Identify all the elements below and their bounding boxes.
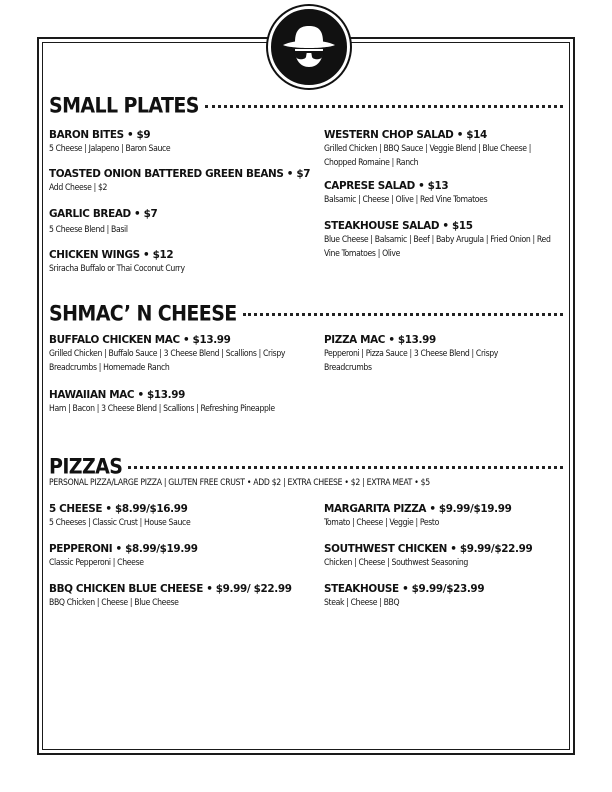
item-name: BARON BITES • $9 [49, 129, 151, 141]
item-name: WESTERN CHOP SALAD • $14 [324, 129, 487, 141]
dotted-leader [128, 466, 563, 469]
item-name: STEAKHOUSE SALAD • $15 [324, 220, 473, 232]
menu-item [49, 208, 289, 238]
item-name: MARGARITA PIZZA • $9.99/$19.99 [324, 503, 512, 515]
item-desc: Chicken | Cheese | Southwest Seasoning [324, 558, 468, 568]
item-name: TOASTED ONION BATTERED GREEN BEANS • $7 [49, 168, 311, 180]
item-desc: Add Cheese | $2 [49, 183, 108, 193]
section-heading-mac-and-cheese [49, 301, 563, 327]
item-desc: 5 Cheese | Jalapeno | Baron Sauce [49, 144, 171, 154]
item-desc: Ham | Bacon | 3 Cheese Blend | Scallions | Refreshing Pineapple [49, 404, 275, 414]
item-name: GARLIC BREAD • $7 [49, 208, 158, 220]
menu-item [324, 583, 560, 611]
menu-item [324, 334, 524, 375]
menu-item [324, 503, 560, 531]
item-desc: Balsamic | Cheese | Olive | Red Vine Tomatoes [324, 195, 488, 205]
item-name: BUFFALO CHICKEN MAC • $13.99 [49, 334, 231, 346]
menu-item [324, 220, 560, 261]
item-name: STEAKHOUSE • $9.99/$23.99 [324, 583, 485, 595]
item-desc: 5 Cheeses | Classic Crust | House Sauce [49, 518, 191, 528]
item-desc: Grilled Chicken | BBQ Sauce | Veggie Blend | Blue Cheese | Chopped Romaine | Ranch [324, 144, 532, 168]
menu-item [49, 389, 289, 417]
item-desc: Sriracha Buffalo or Thai Coconut Curry [49, 264, 185, 274]
item-desc: Grilled Chicken | Buffalo Sauce | 3 Cheese Blend | Scallions | Crispy Breadcrumbs | Homemade Ranch [49, 349, 286, 373]
menu-item [49, 129, 289, 157]
dotted-leader [243, 313, 563, 316]
item-name: CHICKEN WINGS • $12 [49, 249, 174, 261]
menu-item [324, 543, 560, 571]
item-desc: Blue Cheese | Balsamic | Beef | Baby Arugula | Fried Onion | Red Vine Tomatoes | Olive [324, 235, 551, 259]
section-title: PIZZAS [49, 454, 123, 480]
menu-item [49, 543, 289, 571]
item-name: CAPRESE SALAD • $13 [324, 180, 449, 192]
section-title: SMALL PLATES [49, 93, 199, 119]
item-name: BBQ CHICKEN BLUE CHEESE • $9.99/ $22.99 [49, 583, 292, 595]
section-title: SHMAC’ N CHEESE [49, 301, 237, 327]
menu-item [49, 249, 289, 277]
item-name: HAWAIIAN MAC • $13.99 [49, 389, 186, 401]
item-name: SOUTHWEST CHICKEN • $9.99/$22.99 [324, 543, 533, 555]
item-name: PEPPERONI • $8.99/$19.99 [49, 543, 198, 555]
item-desc: Tomato | Cheese | Veggie | Pesto [324, 518, 439, 528]
menu-item [49, 503, 289, 531]
dotted-leader [205, 105, 563, 108]
item-name: PIZZA MAC • $13.99 [324, 334, 436, 346]
item-desc: 5 Cheese Blend | Basil [49, 225, 128, 235]
item-desc: Pepperoni | Pizza Sauce | 3 Cheese Blend | Crispy Breadcrumbs [324, 349, 499, 373]
item-desc: Classic Pepperoni | Cheese [49, 558, 144, 568]
menu-item [324, 180, 560, 208]
menu-item [49, 583, 292, 611]
section-heading-small-plates [49, 93, 563, 119]
pizza-options-note: PERSONAL PIZZA/LARGE PIZZA | GLUTEN FREE CRUST • ADD $2 | EXTRA CHEESE • $2 | EXTRA MEAT • $5 [49, 478, 430, 488]
menu-item [324, 129, 560, 170]
man-in-hat-sunglasses-logo-icon [268, 6, 350, 88]
item-desc: Steak | Cheese | BBQ [324, 598, 400, 608]
menu-item [49, 168, 311, 196]
section-heading-pizzas [49, 454, 563, 480]
menu-item [49, 334, 289, 375]
item-name: 5 CHEESE • $8.99/$16.99 [49, 503, 188, 515]
item-desc: BBQ Chicken | Cheese | Blue Cheese [49, 598, 179, 608]
